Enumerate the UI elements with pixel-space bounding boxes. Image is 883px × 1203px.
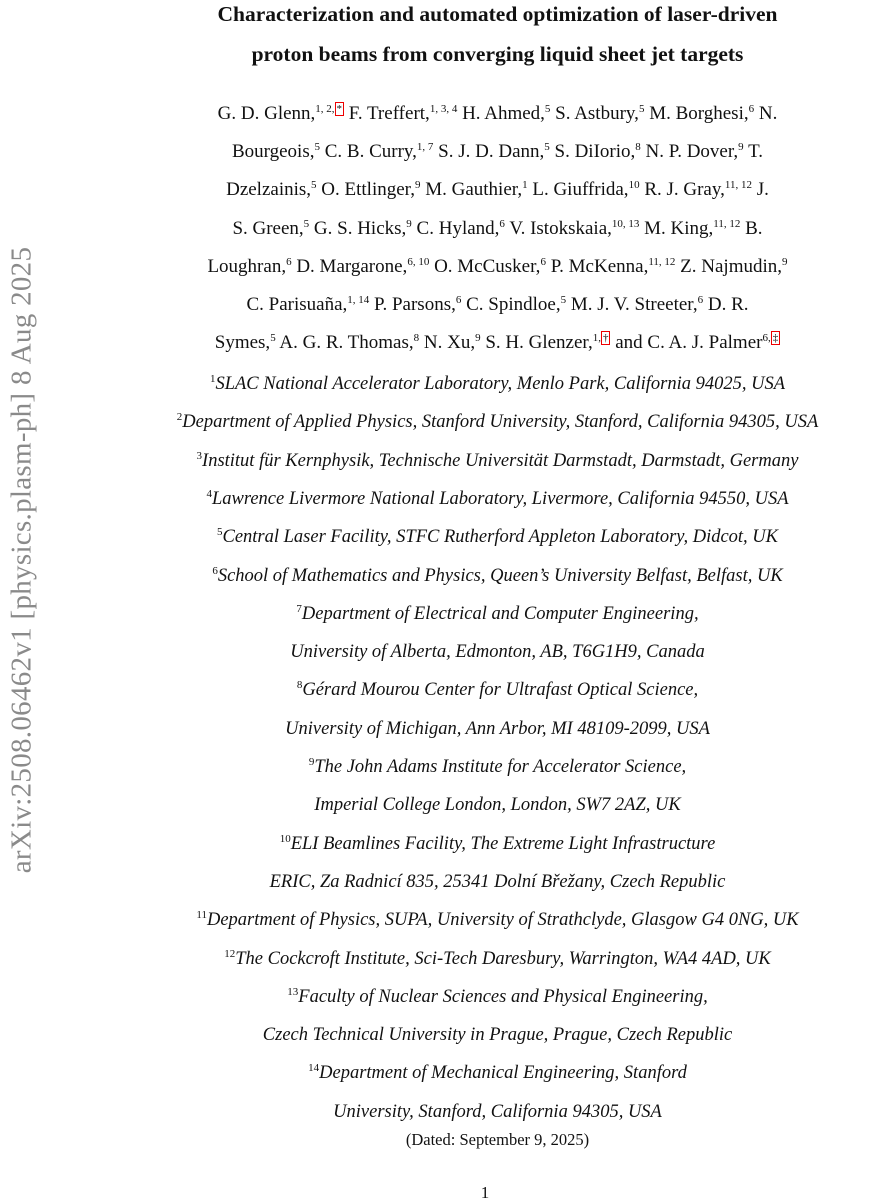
- affiliation-line: [110, 489, 883, 510]
- affiliation-line: [110, 412, 883, 433]
- affiliation-line: [110, 719, 883, 740]
- author-name: Z. Najmudin,: [675, 255, 783, 277]
- affiliation-superscript: 6,: [762, 332, 771, 345]
- author-name: T.: [743, 141, 764, 163]
- author-name: C. B. Curry,: [319, 141, 417, 163]
- affiliation-superscript: 9: [782, 255, 788, 268]
- affiliation-text: Czech Technical University in Prague, Prague, Czech Republic: [262, 1025, 733, 1046]
- affiliation-superscript: 6: [540, 255, 546, 268]
- affiliation-superscript: 5: [311, 179, 317, 192]
- affiliation-text: University of Michigan, Ann Arbor, MI 48109-2099, USA: [285, 718, 710, 739]
- affiliation-superscript: 1,: [592, 332, 601, 345]
- author-name: Dzelzainis,: [226, 179, 312, 201]
- affiliation-line: [110, 1102, 883, 1123]
- affiliation-superscript: 9: [414, 179, 421, 192]
- author-name: and C. A. J. Palmer: [610, 332, 763, 354]
- affiliation-line: [110, 1063, 883, 1084]
- affiliation-text: Department of Electrical and Computer Engineering,: [301, 603, 699, 624]
- affiliation-text: University of Alberta, Edmonton, AB, T6G1H9, Canada: [290, 642, 705, 663]
- affiliation-line: [110, 680, 883, 701]
- affiliation-line: [110, 872, 883, 893]
- author-name: N. Xu,: [419, 332, 476, 354]
- author-name: G. D. Glenn,: [217, 103, 316, 124]
- author-name: M. Borghesi,: [644, 103, 749, 124]
- affiliation-line: [110, 1025, 883, 1046]
- affiliation-line: [110, 374, 883, 395]
- affiliation-superscript: 6: [697, 294, 704, 306]
- author-name: S. DiIorio,: [549, 141, 636, 163]
- author-name: Bourgeois,: [231, 141, 315, 163]
- author-name: N.: [754, 103, 778, 124]
- author-name: L. Giuffrida,: [527, 179, 629, 201]
- author-line: [110, 294, 883, 316]
- author-line: [110, 218, 883, 240]
- affiliation-number: 5: [216, 526, 223, 539]
- affiliation-superscript: 1, 14: [347, 294, 370, 306]
- affiliation-superscript: 10, 13: [611, 217, 640, 230]
- affiliation-superscript: 1, 2,: [315, 103, 335, 115]
- affiliation-superscript: 5: [560, 294, 567, 306]
- author-name: B.: [740, 217, 763, 239]
- author-name: O. Ettlinger,: [316, 179, 415, 201]
- affiliation-text: Department of Mechanical Engineering, Stanford: [319, 1063, 687, 1084]
- affiliation-line: [110, 527, 883, 548]
- author-name: P. Parsons,: [369, 294, 456, 315]
- author-name: V. Istokskaia,: [504, 217, 612, 239]
- affiliation-text: SLAC National Accelerator Laboratory, Menlo Park, California 94025, USA: [215, 374, 786, 394]
- author-name: F. Treffert,: [344, 103, 430, 124]
- affiliation-line: [110, 451, 883, 472]
- affiliation-superscript: 11, 12: [713, 217, 741, 230]
- affiliation-number: 4: [206, 487, 212, 500]
- affiliation-superscript: 10: [628, 179, 640, 192]
- affiliation-line: [110, 910, 883, 931]
- affiliation-line: [110, 949, 883, 970]
- affiliation-superscript: 5: [314, 141, 320, 154]
- affiliation-superscript: 1: [522, 179, 528, 192]
- author-name: M. J. V. Streeter,: [566, 294, 698, 315]
- affiliation-superscript: 5: [544, 103, 551, 115]
- affiliation-superscript: 8: [413, 332, 420, 345]
- affiliation-superscript: 6: [499, 217, 505, 230]
- author-name: C. Hyland,: [411, 217, 500, 239]
- affiliation-line: [110, 604, 883, 625]
- footnote-link[interactable]: ‡: [772, 332, 779, 345]
- author-name: P. McKenna,: [545, 255, 649, 277]
- affiliation-superscript: 11, 12: [648, 255, 676, 268]
- affiliation-superscript: 6: [455, 294, 462, 306]
- affiliation-text: Gérard Mourou Center for Ultrafast Optical Science,: [302, 680, 699, 701]
- author-name: S. Green,: [232, 217, 304, 239]
- affiliation-number: 10: [279, 832, 291, 845]
- affiliation-text: Imperial College London, London, SW7 2AZ, UK: [314, 795, 681, 816]
- affiliation-number: 1: [209, 373, 216, 385]
- author-name: G. S. Hicks,: [309, 217, 407, 239]
- affiliation-text: ELI Beamlines Facility, The Extreme Light Infrastructure: [290, 833, 716, 854]
- affiliation-superscript: 6: [748, 103, 755, 115]
- affiliation-text: School of Mathematics and Physics, Queen’s University Belfast, Belfast, UK: [217, 565, 783, 586]
- author-name: M. King,: [639, 217, 714, 239]
- affiliation-number: 3: [196, 449, 203, 462]
- affiliation-number: 9: [308, 756, 315, 768]
- dated: (Dated: September 9, 2025): [405, 1130, 590, 1149]
- affiliation-superscript: 6: [286, 255, 292, 268]
- affiliation-superscript: 1, 3, 4: [429, 103, 458, 115]
- author-name: O. McCusker,: [429, 255, 541, 277]
- author-name: D. Margarone,: [291, 255, 408, 277]
- affiliation-superscript: 9: [406, 217, 412, 230]
- affiliation-text: University, Stanford, California 94305, USA: [333, 1101, 662, 1122]
- affiliation-superscript: 9: [738, 141, 744, 154]
- author-name: S. Astbury,: [550, 103, 639, 124]
- footnote-link[interactable]: *: [336, 103, 343, 115]
- affiliation-text: The John Adams Institute for Accelerator Science,: [314, 757, 687, 777]
- author-line: [110, 141, 883, 163]
- author-name: S. H. Glenzer,: [480, 332, 593, 354]
- affiliation-line: [110, 987, 883, 1008]
- affiliation-superscript: 11, 12: [724, 179, 752, 192]
- author-name: A. G. R. Thomas,: [275, 332, 414, 354]
- affiliation-text: ERIC, Za Radnicí 835, 25341 Dolní Břežany, Czech Republic: [269, 871, 726, 892]
- affiliation-number: 13: [287, 985, 299, 998]
- affiliation-superscript: 9: [475, 332, 481, 345]
- footnote-link[interactable]: †: [602, 332, 609, 345]
- affiliation-line: [110, 834, 883, 855]
- affiliation-line: [110, 757, 883, 778]
- affiliation-superscript: 5: [303, 217, 310, 230]
- author-name: D. R.: [703, 294, 749, 315]
- affiliation-superscript: 5: [544, 141, 550, 154]
- author-line: [110, 256, 883, 278]
- affiliation-text: Central Laser Facility, STFC Rutherford Appleton Laboratory, Didcot, UK: [222, 527, 779, 548]
- affiliation-text: Department of Applied Physics, Stanford University, Stanford, California 94305, USA: [182, 412, 819, 433]
- arxiv-stamp: arXiv:2508.06462v1 [physics.plasm-ph] 8 Aug 2025: [5, 246, 38, 874]
- title-line-2: proton beams from converging liquid sheet jet targets: [251, 42, 744, 66]
- title-line-1: Characterization and automated optimization of laser-driven: [217, 2, 778, 26]
- affiliation-number: 7: [296, 602, 302, 615]
- affiliation-superscript: 8: [635, 141, 641, 154]
- affiliation-number: 8: [296, 679, 303, 692]
- affiliation-text: Institut für Kernphysik, Technische Universität Darmstadt, Darmstadt, Germany: [202, 450, 799, 471]
- affiliation-text: Faculty of Nuclear Sciences and Physical Engineering,: [298, 986, 708, 1007]
- author-name: Symes,: [214, 332, 271, 354]
- affiliation-number: 6: [212, 564, 218, 577]
- affiliation-superscript: 6, 10: [407, 255, 430, 268]
- author-name: C. Parisuaña,: [246, 294, 348, 315]
- affiliation-number: 2: [176, 411, 183, 424]
- affiliation-superscript: 5: [638, 103, 645, 115]
- page-number: 1: [480, 1183, 490, 1202]
- affiliation-text: Lawrence Livermore National Laboratory, Livermore, California 94550, USA: [211, 488, 789, 509]
- affiliation-number: 12: [224, 947, 236, 960]
- affiliation-text: Department of Physics, SUPA, University of Strathclyde, Glasgow G4 0NG, UK: [206, 910, 799, 931]
- affiliation-superscript: 5: [270, 332, 276, 345]
- affiliation-number: 14: [308, 1062, 320, 1075]
- author-name: M. Gauthier,: [420, 179, 523, 201]
- author-line: [110, 332, 883, 354]
- affiliation-text: The Cockcroft Institute, Sci-Tech Daresbury, Warrington, WA4 4AD, UK: [235, 948, 771, 969]
- author-name: H. Ahmed,: [457, 103, 545, 124]
- affiliation-line: [110, 795, 883, 816]
- affiliation-line: [110, 642, 883, 663]
- author-name: N. P. Dover,: [640, 141, 739, 163]
- author-name: C. Spindloe,: [461, 294, 561, 315]
- author-name: J.: [751, 179, 769, 201]
- author-line: [110, 103, 883, 125]
- affiliation-line: [110, 566, 883, 587]
- author-name: S. J. D. Dann,: [433, 141, 545, 163]
- affiliation-number: 11: [196, 909, 207, 922]
- author-name: R. J. Gray,: [639, 179, 725, 201]
- author-name: Loughran,: [207, 255, 287, 277]
- author-line: [110, 179, 883, 201]
- affiliation-superscript: 1, 7: [416, 141, 434, 154]
